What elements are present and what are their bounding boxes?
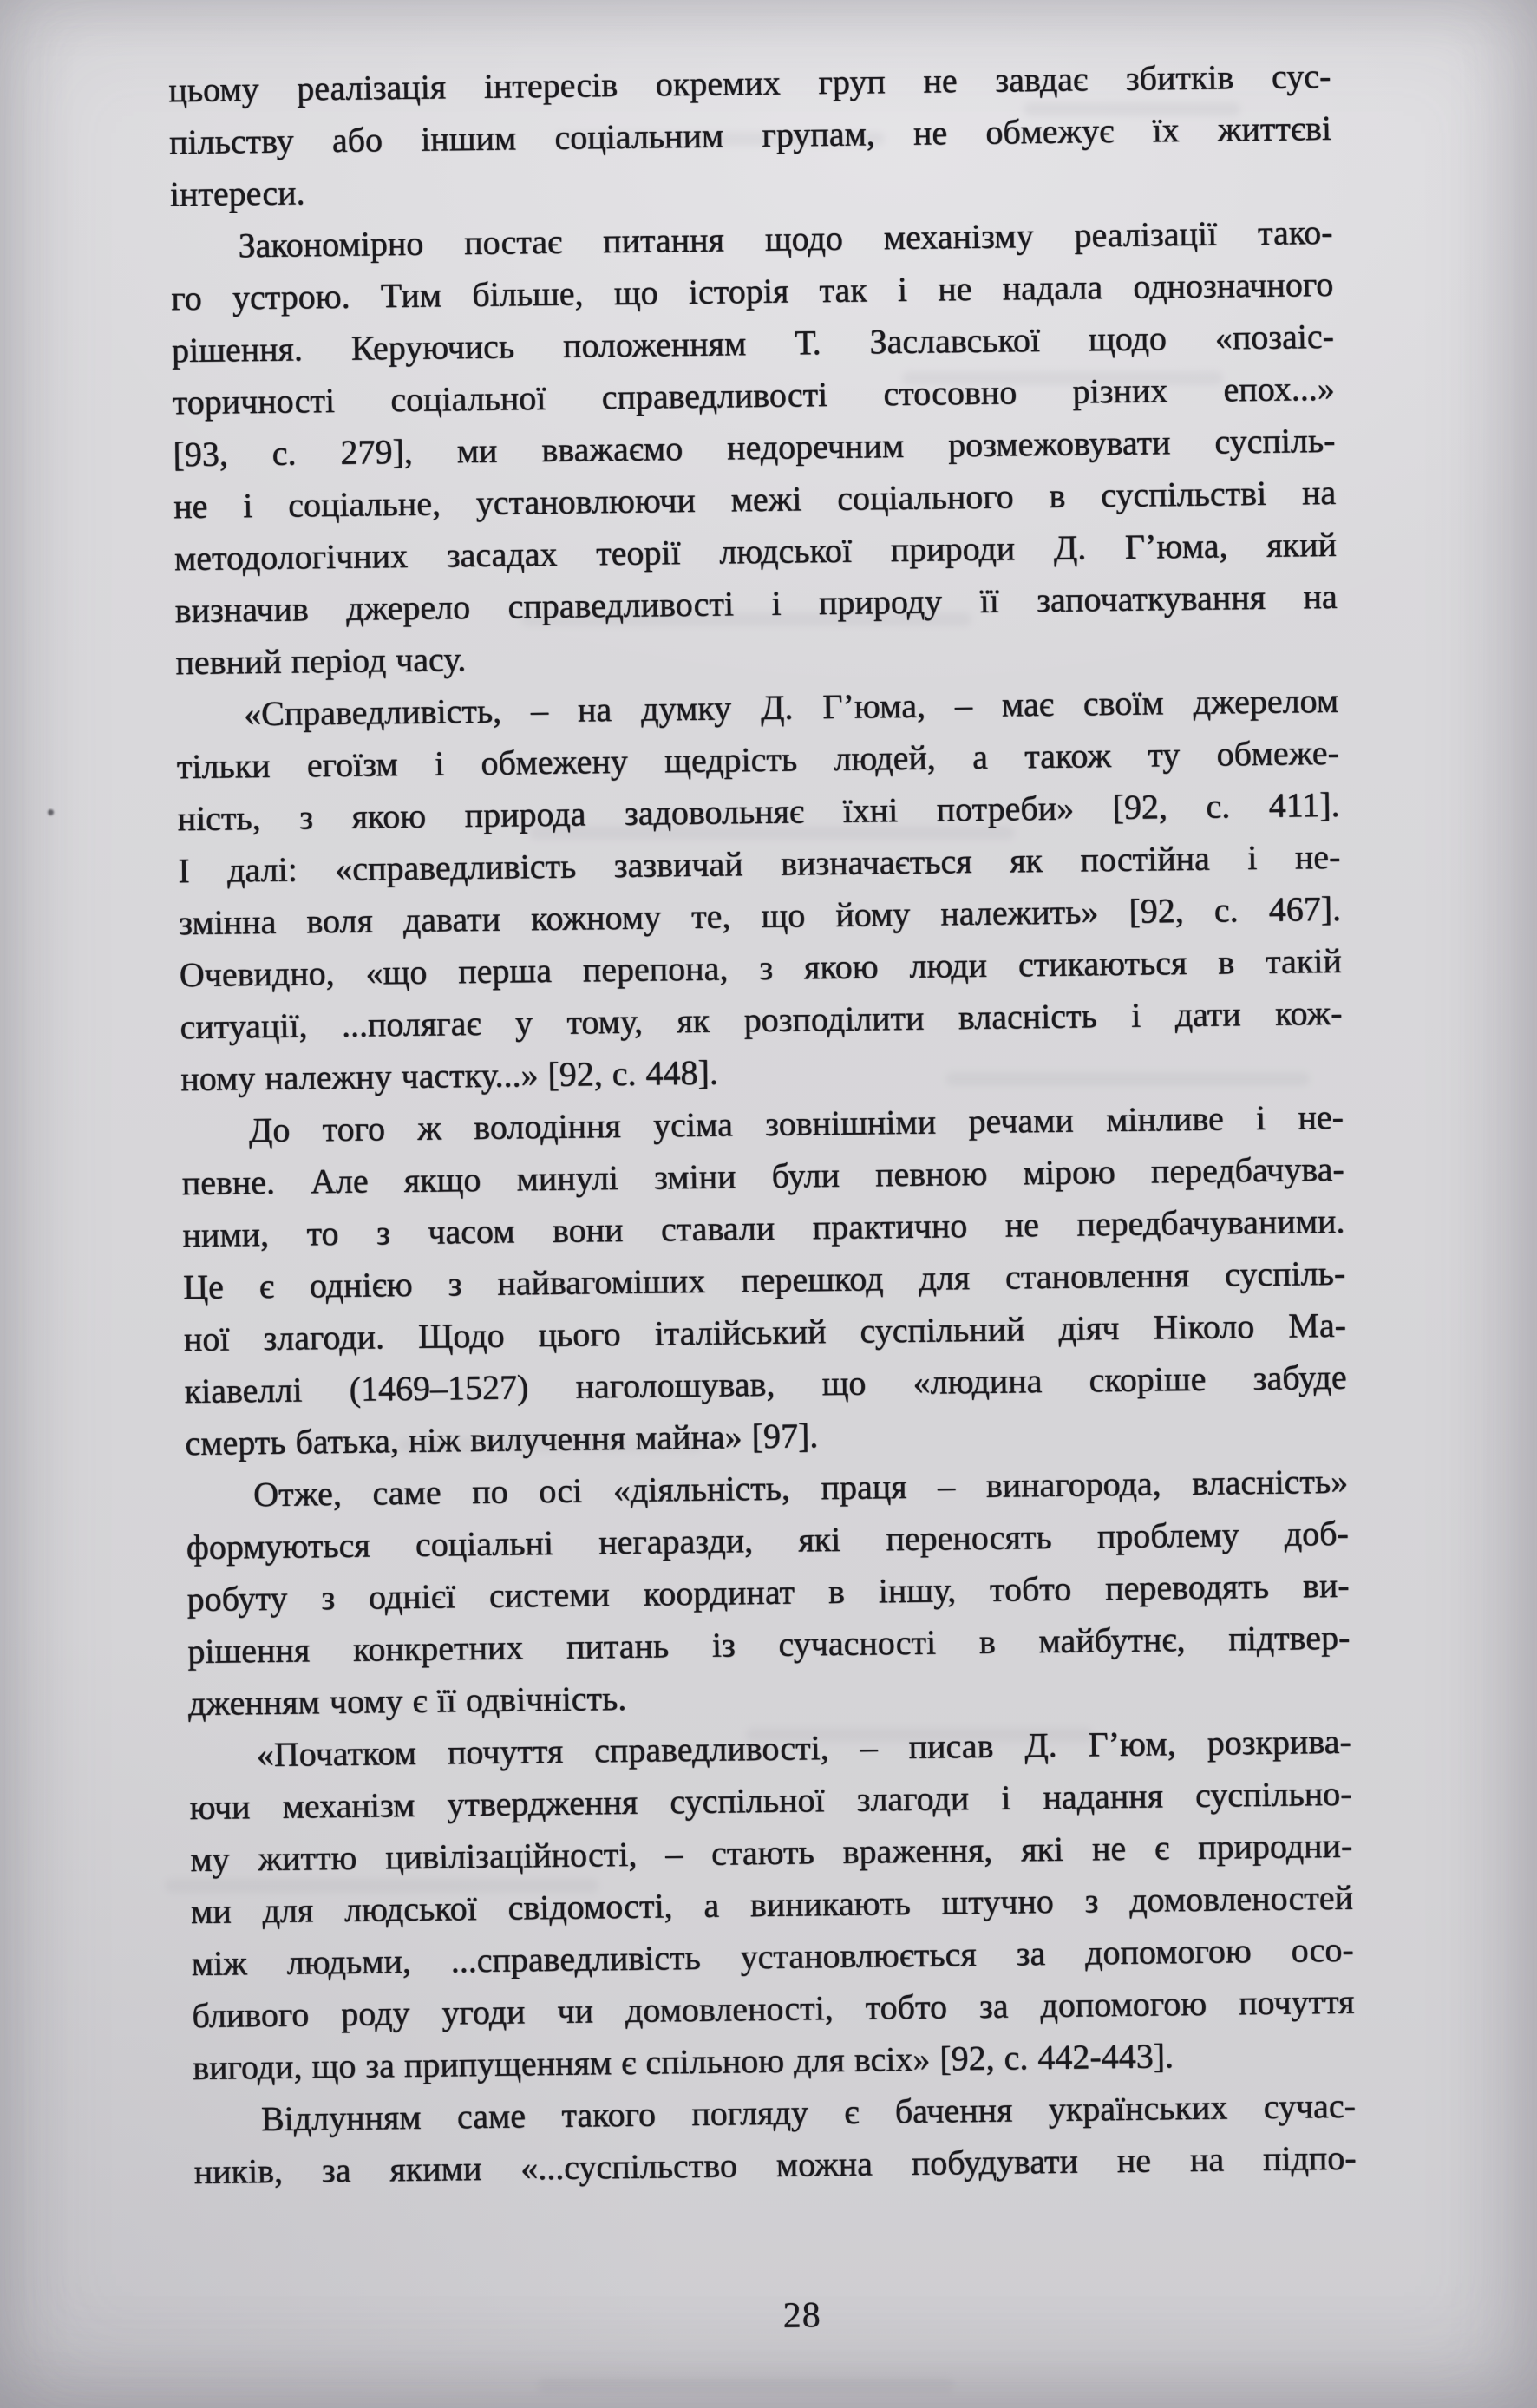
text-line: [93, с. 279], ми вважаємо недоречним розмежовувати суспіль- (173, 420, 1336, 474)
text-line: між людьми, ...справедливість установлюється за допомогою осо- (191, 1929, 1354, 1984)
ink-speck (48, 809, 54, 815)
text-line: ному належну частку...» [92, с. 448]. (180, 1052, 719, 1099)
text-line: вигоди, що за припущенням є спільною для всіх» [92, с. 442-443]. (192, 2036, 1174, 2088)
text-line: визначив джерело справедливості і природу її започаткування на (174, 576, 1338, 631)
text-line: змінна воля давати кожному те, що йому належить» [92, с. 467]. (178, 888, 1342, 943)
text-line: До того ж володіння усіма зовнішніми речами мінливе і не- (248, 1096, 1344, 1150)
text-line: кіавеллі (1469–1527) наголошував, що «людина скоріше забуде (184, 1357, 1347, 1411)
body-text (168, 50, 1357, 2198)
text-line: ної злагоди. Щодо цього італійський суспільний діяч Ніколо Ма- (183, 1305, 1347, 1359)
text-line: не і соціальне, установлюючи межі соціального в суспільстві на (173, 472, 1337, 527)
text-line: Це є однією з найвагоміших перешкод для становлення суспіль- (182, 1253, 1346, 1307)
text-line: Отже, саме по осі «діяльність, праця – винагорода, власність» (252, 1461, 1349, 1515)
text-line: му життю цивілізаційності, – стають враження, які не є природни- (190, 1825, 1353, 1880)
text-line: торичності соціальної справедливості стосовно різних епох...» (172, 368, 1335, 422)
text-line: «Справедливість, – на думку Д. Г’юма, – має своїм джерелом (243, 680, 1339, 734)
text-line: дженням чому є її одвічність. (187, 1678, 627, 1724)
text-line: цьому реалізація інтересів окремих груп не завдає збитків сус- (168, 56, 1331, 110)
text-line: Очевидно, «що перша перепона, з якою люди стикаються в такій (179, 940, 1342, 995)
text-line: пільству або іншим соціальним групам, не обмежує їх життєві (168, 108, 1332, 162)
text-line: певний період часу. (175, 639, 467, 683)
bleed-through-mark (538, 2379, 954, 2392)
text-line: Відлунням саме такого погляду є бачення українських сучас- (260, 2085, 1357, 2139)
page-number: 28 (782, 2295, 822, 2336)
text-line: формуються соціальні негаразди, які переносять проблему доб- (186, 1513, 1350, 1567)
text-line: ситуації, ...полягає у тому, як розподілити власність і дати кож- (180, 992, 1343, 1047)
text-line: ність, з якою природа задовольняє їхні потреби» [92, с. 411]. (177, 784, 1340, 839)
text-line: бливого роду угоди чи домовленості, тобто за допомогою почуття (192, 1981, 1355, 2036)
text-line: І далі: «справедливість зазвичай визначається як постійна і не- (178, 836, 1341, 891)
text-line: робуту з однієї системи координат в іншу, тобто переводять ви- (186, 1565, 1350, 1620)
text-line: Закономірно постає питання щодо механізму реалізації тако- (238, 212, 1333, 265)
text-line: смерть батька, ніж вилучення майна» [97]. (185, 1416, 819, 1463)
text-line: інтереси. (169, 173, 305, 214)
text-line: ючи механізм утвердження суспільної злагоди і надання суспільно- (189, 1773, 1352, 1828)
text-line: го устрою. Тим більше, що історія так і не надала однозначного (171, 264, 1334, 318)
text-line: ними, то з часом вони ставали практично не передбачуваними. (182, 1201, 1345, 1255)
text-line: ми для людської свідомості, а виникають штучно з домовленостей (190, 1877, 1354, 1932)
text-line: «Початком почуття справедливості, – писав Д. Г’юм, розкрива- (256, 1721, 1351, 1775)
page-content (168, 50, 1358, 2344)
text-line: методологічних засадах теорії людської природи Д. Г’юма, який (173, 524, 1338, 579)
text-line: рішення. Керуючись положенням Т. Заславської щодо «позаіс- (171, 316, 1335, 370)
text-line: ників, за якими «...суспільство можна побудувати не на підпо- (193, 2137, 1357, 2192)
text-line: рішення конкретних питань із сучасності в майбутнє, підтвер- (187, 1617, 1351, 1672)
text-line: певне. Але якщо минулі зміни були певною мірою передбачува- (181, 1148, 1344, 1203)
text-line: тільки егоїзм і обмежену щедрість людей, а також ту обмеже- (176, 732, 1340, 787)
